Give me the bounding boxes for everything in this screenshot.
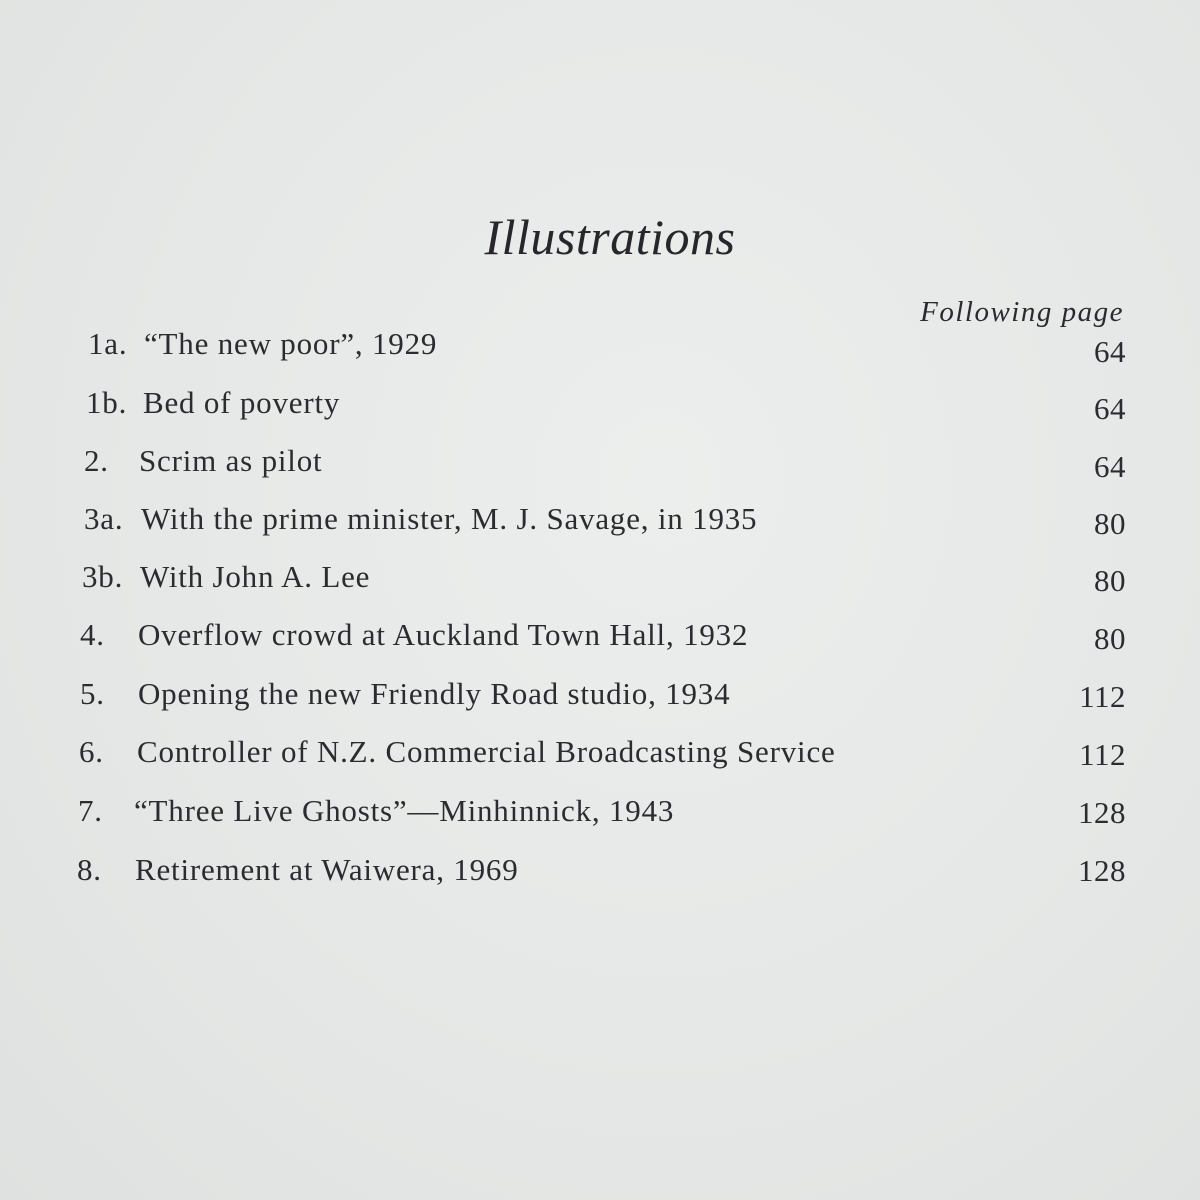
entry-page: 128	[1078, 795, 1126, 830]
entry-page: 112	[1079, 737, 1126, 772]
page-title: Illustrations	[484, 209, 736, 265]
entry-caption: Opening the new Friendly Road studio, 1934	[138, 676, 731, 711]
entry-number: 3a.	[84, 501, 124, 536]
entry-number: 2.	[84, 443, 109, 478]
entry-caption: “The new poor”, 1929	[144, 326, 438, 361]
entry-number: 8.	[77, 852, 102, 887]
entry-page: 80	[1094, 621, 1126, 656]
entry-page: 64	[1094, 334, 1126, 369]
entry-number: 5.	[80, 676, 105, 711]
entry-caption: Controller of N.Z. Commercial Broadcasting Service	[137, 734, 836, 769]
entry-caption: “Three Live Ghosts”—Minhinnick, 1943	[134, 793, 675, 828]
column-header-following-page: Following page	[920, 296, 1124, 328]
entry-number: 4.	[80, 617, 105, 652]
entry-caption: Bed of poverty	[143, 385, 341, 420]
entry-number: 1a.	[88, 326, 128, 361]
entry-caption: With the prime minister, M. J. Savage, in 1935	[141, 501, 758, 536]
entry-number: 1b.	[86, 385, 128, 420]
entry-page: 112	[1079, 679, 1126, 714]
entry-number: 3b.	[82, 559, 124, 594]
entry-caption: Scrim as pilot	[139, 443, 323, 478]
entry-page: 80	[1094, 506, 1126, 541]
entry-page: 80	[1094, 563, 1126, 598]
entry-caption: Retirement at Waiwera, 1969	[135, 852, 519, 887]
entry-page: 64	[1094, 391, 1126, 426]
entry-caption: With John A. Lee	[140, 559, 371, 594]
entry-page: 128	[1078, 853, 1126, 888]
entry-number: 7.	[78, 793, 103, 828]
entry-page: 64	[1094, 449, 1126, 484]
entry-caption: Overflow crowd at Auckland Town Hall, 1932	[138, 617, 749, 652]
entry-number: 6.	[79, 734, 104, 769]
